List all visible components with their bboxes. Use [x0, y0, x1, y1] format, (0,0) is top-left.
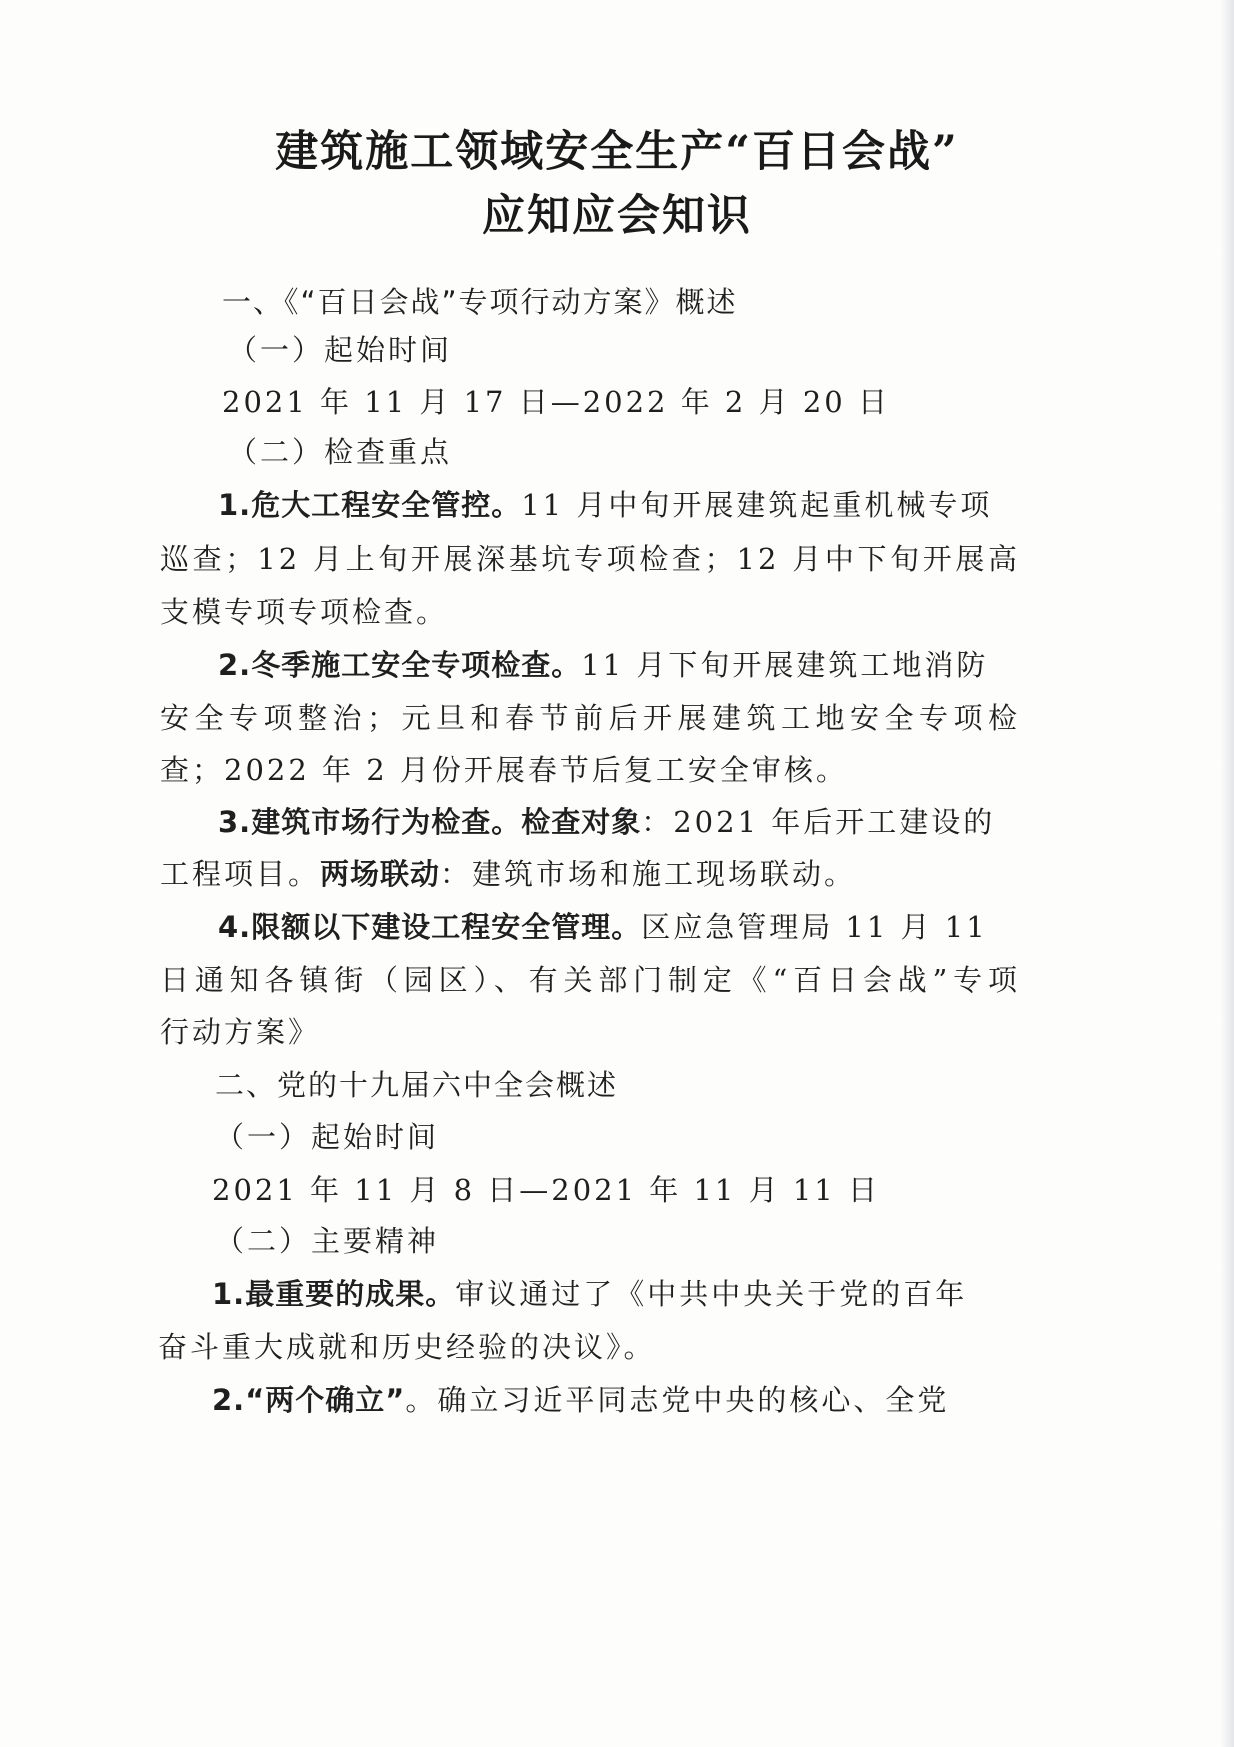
item-two-site-linkage-label: 两场联动 [320, 857, 441, 891]
section2-heading: 二、党的十九届六中全会概述 [215, 1068, 619, 1102]
section1-heading: 一、《“百日会战”专项行动方案》概述 [222, 285, 738, 319]
section2-sub1-heading: （一）起始时间 [215, 1120, 440, 1154]
item-key-achievement [212, 1272, 967, 1313]
item-two-site-linkage-text: ：建筑市场和施工现场联动。 [440, 857, 857, 891]
item-market-inspection [218, 800, 995, 841]
item-market-inspection-title: 3.建筑市场行为检查。 [218, 805, 522, 839]
item-inspection-target-text: ：2021 年后开工建设的 [641, 805, 996, 839]
item-key-achievement-title: 1.最重要的成果。 [212, 1277, 456, 1311]
item-danger-engineering-line3: 支模专项专项检查。 [160, 595, 449, 629]
section1-sub2-heading: （二）检查重点 [228, 435, 453, 469]
item-winter-construction-text: 11 月下旬开展建筑工地消防 [581, 648, 989, 682]
item-danger-engineering-text: 11 月中旬开展建筑起重机械专项 [521, 488, 993, 522]
item-inspection-target-label: 检查对象 [521, 805, 642, 839]
document-title-line2: 应知应会知识 [482, 191, 752, 241]
item-key-achievement-line2: 奋斗重大成就和历史经验的决议》。 [158, 1330, 656, 1364]
section2-sub1-date: 2021 年 11 月 8 日—2021 年 11 月 11 日 [212, 1173, 880, 1207]
item-below-quota-line2: 日通知各镇街（园区）、有关部门制定《“百日会战”专项 [160, 963, 1020, 997]
item-below-quota-title: 4.限额以下建设工程安全管理。 [218, 910, 642, 944]
item-market-inspection-projects: 工程项目。 [160, 857, 321, 891]
item-two-establishments [212, 1378, 949, 1419]
item-winter-construction-title: 2.冬季施工安全专项检查。 [218, 648, 582, 682]
document-title-line1: 建筑施工领域安全生产“百日会战” [275, 127, 959, 177]
item-market-inspection-line2 [160, 852, 856, 893]
section1-sub1-heading: （一）起始时间 [228, 333, 453, 367]
item-key-achievement-text: 审议通过了《中共中央关于党的百年 [455, 1277, 968, 1311]
item-two-establishments-title: 2.“两个确立” [212, 1383, 406, 1417]
item-danger-engineering-title: 1.危大工程安全管控。 [218, 488, 522, 522]
item-winter-construction-line3: 查；2022 年 2 月份开展春节后复工安全审核。 [160, 753, 848, 787]
item-below-quota-text: 区应急管理局 11 月 11 [641, 910, 988, 944]
item-below-quota-line3: 行动方案》 [160, 1015, 321, 1049]
item-winter-construction-line2: 安全专项整治；元旦和春节前后开展建筑工地安全专项检 [160, 701, 1020, 735]
item-danger-engineering [218, 483, 992, 524]
item-winter-construction [218, 643, 988, 684]
item-danger-engineering-line2: 巡查；12 月上旬开展深基坑专项检查；12 月中下旬开展高 [160, 542, 1020, 576]
section2-sub2-heading: （二）主要精神 [215, 1224, 440, 1258]
item-below-quota [218, 905, 988, 946]
page-edge-shadow [1220, 0, 1234, 1747]
item-two-establishments-text: 。确立习近平同志党中央的核心、全党 [405, 1383, 950, 1417]
section1-sub1-date: 2021 年 11 月 17 日—2022 年 2 月 20 日 [222, 385, 890, 419]
